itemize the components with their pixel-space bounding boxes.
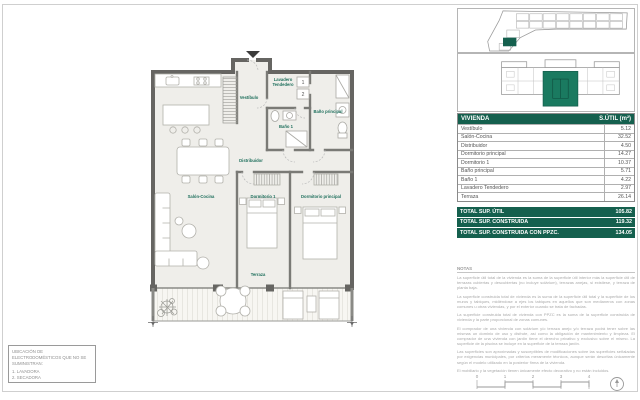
areas-table-header bbox=[458, 114, 634, 124]
areas-table-header-name: VIVIENDA bbox=[461, 116, 490, 122]
note-paragraph: Las superficies son aproximadas y susceptibles de modificaciones sobre las superficies señaladas por exigencias municipales, por criterios meramente técnicos, aunque serán descritas únicamente según el modelo utilizado en la posterior firma de la vivienda. bbox=[457, 349, 635, 365]
row-value: 5.71 bbox=[604, 168, 634, 176]
note-paragraph: La superficie útil total de la vivienda es la suma de la superficie útil interior más la superficie útil de terrazas cubiertas y descubiertas (no incluye solárium), terrazas anejas, si existiese, y terraza de planta baja. bbox=[457, 275, 635, 291]
room-label-distribuidor: Distribuidor bbox=[239, 158, 263, 163]
floor-locator-box bbox=[457, 53, 635, 112]
table-row bbox=[458, 192, 634, 201]
room-label-lavadero-2: Tendedero bbox=[272, 82, 294, 87]
room-label-dormitorio1: Dormitorio 1 bbox=[250, 194, 276, 199]
row-label: Baño 1 bbox=[461, 176, 478, 183]
row-value: 4.50 bbox=[604, 142, 634, 150]
table-row bbox=[458, 141, 634, 150]
room-label-terraza: Terraza bbox=[250, 272, 266, 277]
scale-tick: 2 bbox=[531, 374, 535, 379]
note-paragraph: El mobiliario y la vegetación tienen únicamente efecto decorativo y no están incluidos. bbox=[457, 367, 610, 373]
appliance-legend-title: UBICACIÓN DE ELECTRODOMÉSTICOS QUE NO SE SUMINISTRAN: bbox=[12, 349, 87, 366]
total-row-util bbox=[457, 207, 635, 217]
total-label: TOTAL SUP. CONSTRUIDA CON PPZC. bbox=[460, 229, 559, 236]
terrace-table bbox=[216, 286, 250, 316]
scale-tick-labels bbox=[476, 374, 591, 379]
row-value: 10.37 bbox=[604, 159, 634, 167]
floor-plan-drawing bbox=[55, 35, 455, 395]
row-label: Dormitorio 1 bbox=[461, 159, 490, 166]
total-value: 105.82 bbox=[615, 208, 632, 215]
appliance-legend-item: 2. SECADORA bbox=[12, 375, 41, 381]
room-label-vestibulo: Vestíbulo bbox=[239, 95, 259, 100]
total-value: 119.32 bbox=[615, 219, 632, 226]
row-label: Distribuidor bbox=[461, 142, 488, 149]
row-value: 4.22 bbox=[604, 176, 634, 184]
total-row-construida bbox=[457, 218, 635, 228]
total-label: TOTAL SUP. ÚTIL bbox=[460, 208, 505, 215]
site-plan-diagram bbox=[458, 9, 634, 52]
bathroom-principal-fixtures bbox=[336, 75, 349, 138]
scale-tick: 0 bbox=[475, 374, 479, 379]
total-value: 134.05 bbox=[615, 229, 632, 236]
room-label-bano-principal: Baño principal bbox=[313, 109, 343, 114]
row-label: Lavadero Tendedero bbox=[461, 185, 509, 192]
room-label-dormitorio-principal: Dormitorio principal bbox=[300, 194, 342, 199]
row-value: 26.14 bbox=[604, 193, 634, 201]
row-label: Dormitorio principal bbox=[461, 151, 506, 158]
note-paragraph: La superficie construida total de vivienda con PPZC es la suma de la superficie construida de vivienda y la parte proporcional de zonas comunes. bbox=[457, 312, 635, 323]
note-paragraph: El comprador de una vivienda con solárium y/o terraza anejo y/o terraza podrá tener sobre las mismas un dominio de uso y disfrute, así como la obligación de mantenimiento y limpieza. El comprador de una vivienda con jardín tiene el derecho privativo y exclusivo sobre el mismo. La superficie de la piscina se incluye en la superficie de la terraza jardín. bbox=[457, 325, 635, 347]
dryer-marker: 2 bbox=[301, 92, 305, 98]
areas-table bbox=[457, 113, 635, 202]
room-label-bano1: Baño 1 bbox=[279, 124, 293, 129]
hall-closet bbox=[223, 77, 237, 123]
table-row bbox=[458, 184, 634, 193]
row-value: 32.52 bbox=[604, 134, 634, 142]
table-row bbox=[458, 158, 634, 167]
north-compass-icon bbox=[611, 378, 624, 391]
row-value: 2.97 bbox=[604, 185, 634, 193]
entry-arrow-icon bbox=[246, 51, 260, 58]
total-row-construida-ppzc bbox=[457, 228, 635, 238]
site-highlight-unit bbox=[503, 38, 516, 47]
scale-bar bbox=[457, 372, 635, 394]
scale-tick: 4 bbox=[587, 374, 591, 379]
appliance-legend bbox=[8, 345, 96, 383]
row-value: 14.27 bbox=[604, 151, 634, 159]
total-label: TOTAL SUP. CONSTRUIDA bbox=[460, 219, 529, 226]
floor-locator-diagram bbox=[458, 54, 634, 109]
scale-tick: 3 bbox=[559, 374, 563, 379]
appliance-legend-item: 1. LAVADORA bbox=[12, 369, 40, 375]
totals-block bbox=[457, 207, 635, 239]
info-panel bbox=[457, 4, 637, 396]
table-row bbox=[458, 175, 634, 184]
row-label: Vestíbulo bbox=[461, 125, 483, 132]
washer-marker: 1 bbox=[301, 80, 305, 86]
dining-table bbox=[177, 139, 229, 183]
table-row bbox=[458, 150, 634, 159]
scale-bar-row bbox=[457, 372, 635, 394]
areas-table-header-value: S.ÚTIL (m²) bbox=[599, 116, 631, 122]
notes-heading: NOTAS bbox=[457, 266, 635, 273]
site-plan-box bbox=[457, 8, 635, 53]
floor-plan bbox=[55, 35, 455, 395]
row-label: Terraza bbox=[461, 193, 479, 200]
table-row bbox=[458, 133, 634, 142]
row-value: 5.12 bbox=[604, 125, 634, 133]
row-label: Salón-Cocina bbox=[461, 134, 493, 141]
table-row bbox=[458, 167, 634, 176]
kitchen-counter bbox=[155, 74, 221, 87]
notes-section bbox=[457, 266, 635, 376]
room-label-salon: Salón-Cocina bbox=[187, 194, 215, 199]
scale-tick: 1 bbox=[503, 374, 507, 379]
note-paragraph: La superficie construida total de vivienda es la suma de la superficie útil total y la superficie de los muros y tabiques, midiéndose a ejes los tabiques en aquellos que son medianeros con zonas comunes u otras viviendas, y por el exterior cuando se trata de fachadas. bbox=[457, 293, 635, 309]
scale-bar-ticks bbox=[477, 380, 589, 389]
room-label-lavadero-1: Lavadero bbox=[273, 77, 293, 82]
table-row bbox=[458, 124, 634, 133]
row-label: Baño principal bbox=[461, 168, 494, 175]
